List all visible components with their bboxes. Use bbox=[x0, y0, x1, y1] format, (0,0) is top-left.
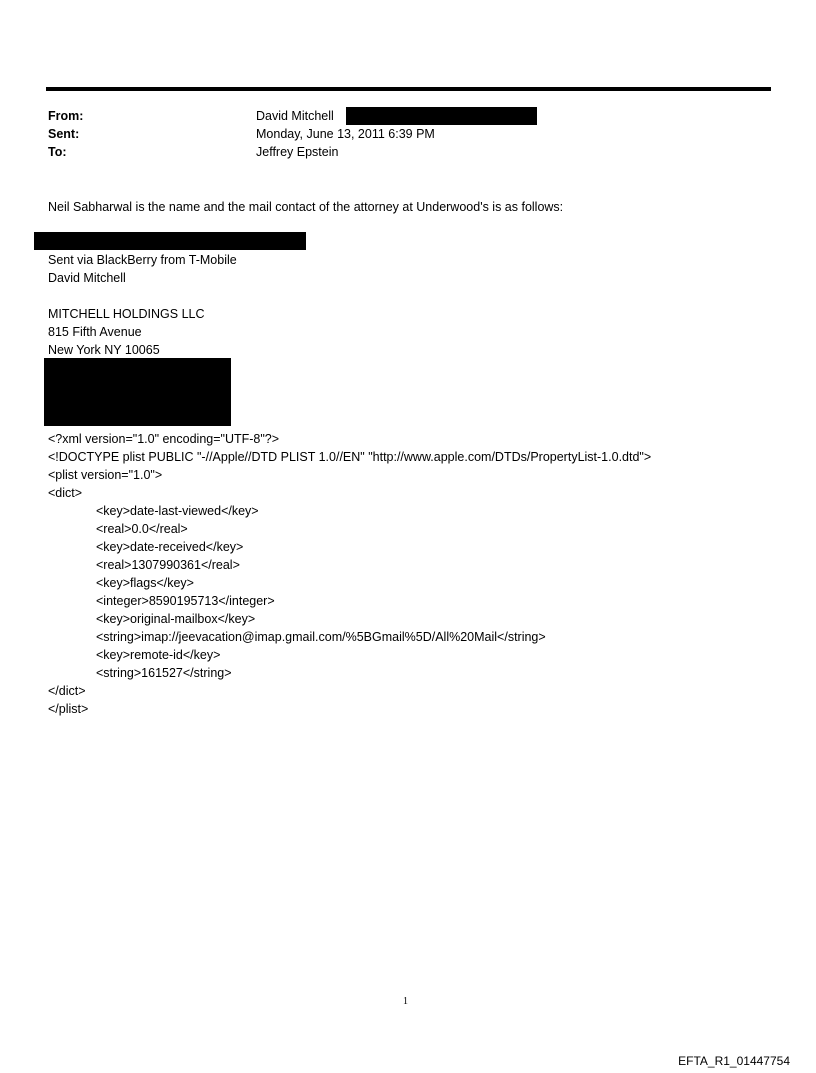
from-value: David Mitchell bbox=[256, 109, 334, 123]
xml-line: <key>flags</key> bbox=[96, 576, 194, 590]
sent-label: Sent: bbox=[48, 127, 80, 141]
from-label: From: bbox=[48, 109, 84, 123]
signature-line: MITCHELL HOLDINGS LLC bbox=[48, 307, 205, 321]
page-number: 1 bbox=[403, 996, 408, 1007]
to-value: Jeffrey Epstein bbox=[256, 145, 339, 159]
xml-line: <dict> bbox=[48, 486, 83, 500]
signature-line: Sent via BlackBerry from T-Mobile bbox=[48, 253, 237, 267]
redaction-box bbox=[34, 232, 306, 250]
xml-line: <real>1307990361</real> bbox=[96, 558, 240, 572]
xml-line: <plist version="1.0"> bbox=[48, 468, 163, 482]
xml-line: <integer>8590195713</integer> bbox=[96, 594, 275, 608]
signature-line bbox=[48, 287, 237, 305]
message-text: Neil Sabharwal is the name and the mail contact of the attorney at Underwood's is as follows: bbox=[48, 200, 564, 214]
xml-line: <key>date-last-viewed</key> bbox=[96, 504, 259, 518]
plist-xml-block bbox=[48, 430, 651, 718]
to-label: To: bbox=[48, 145, 67, 159]
signature-line: New York NY 10065 bbox=[48, 343, 160, 357]
header-rule bbox=[46, 87, 771, 91]
xml-line: <string>imap://jeevacation@imap.gmail.com/%5BGmail%5D/All%20Mail</string> bbox=[96, 630, 546, 644]
bates-number: EFTA_R1_01447754 bbox=[678, 1054, 790, 1068]
redaction-box bbox=[44, 358, 231, 426]
xml-line: <real>0.0</real> bbox=[96, 522, 188, 536]
redaction-box bbox=[346, 107, 537, 125]
xml-line: <string>161527</string> bbox=[96, 666, 232, 680]
signature-line: David Mitchell bbox=[48, 271, 126, 285]
xml-line: </plist> bbox=[48, 702, 89, 716]
signature-line: 815 Fifth Avenue bbox=[48, 325, 142, 339]
xml-line: <?xml version="1.0" encoding="UTF-8"?> bbox=[48, 432, 280, 446]
xml-line: <key>original-mailbox</key> bbox=[96, 612, 256, 626]
xml-line: <key>date-received</key> bbox=[96, 540, 244, 554]
signature-block bbox=[48, 251, 237, 359]
sent-value: Monday, June 13, 2011 6:39 PM bbox=[256, 127, 435, 141]
xml-line: <key>remote-id</key> bbox=[96, 648, 221, 662]
xml-line: <!DOCTYPE plist PUBLIC "-//Apple//DTD PLIST 1.0//EN" "http://www.apple.com/DTDs/PropertyList-1.0.dtd"> bbox=[48, 450, 652, 464]
xml-line: </dict> bbox=[48, 684, 86, 698]
